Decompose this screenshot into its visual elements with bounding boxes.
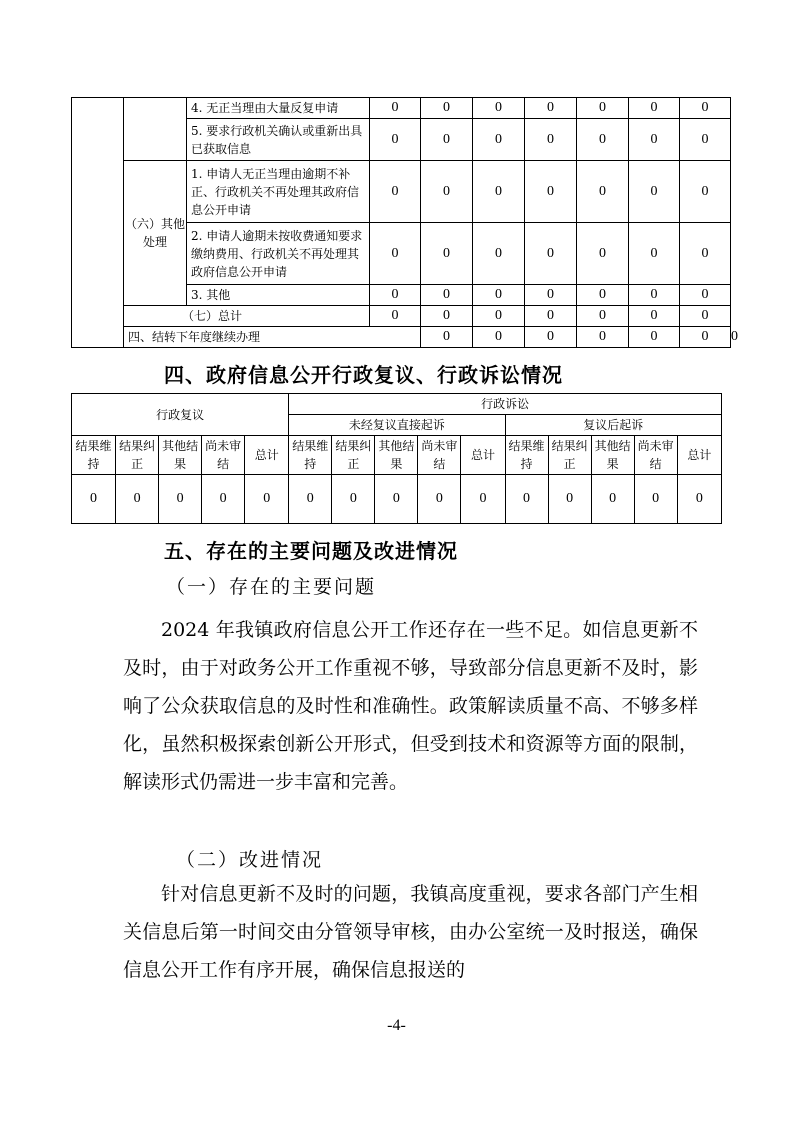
category-six-label: （六）其他处理 xyxy=(124,161,187,306)
value-cell: 0 xyxy=(370,223,421,285)
value-cell: 0 xyxy=(577,306,629,327)
value-cell: 0 xyxy=(680,285,731,306)
value-cell: 0 xyxy=(72,475,116,524)
table-row xyxy=(72,161,731,223)
value-cell: 0 xyxy=(680,223,731,285)
value-cell: 0 xyxy=(461,475,505,524)
value-cell: 0 xyxy=(634,475,677,524)
column-header: 其他结果 xyxy=(159,436,202,475)
value-cell: 0 xyxy=(548,475,591,524)
column-header: 结果维持 xyxy=(289,436,332,475)
table-row xyxy=(72,98,731,119)
column-header: 结果维持 xyxy=(505,436,548,475)
value-cell: 0 xyxy=(370,306,421,327)
value-cell: 0 xyxy=(629,306,680,327)
subheading-improvements: （二）改进情况 xyxy=(176,849,324,871)
value-cell: 0 xyxy=(525,285,577,306)
value-cell: 0 xyxy=(505,475,548,524)
column-header: 尚未审结 xyxy=(634,436,677,475)
value-cell: 0 xyxy=(591,475,634,524)
value-cell: 0 xyxy=(421,119,473,161)
value-cell: 0 xyxy=(375,475,418,524)
value-cell: 0 xyxy=(525,161,577,223)
value-cell: 0 xyxy=(680,119,731,161)
value-cell: 0 xyxy=(370,119,421,161)
value-cell: 0 xyxy=(473,285,525,306)
value-cell: 0 xyxy=(629,161,680,223)
table-row xyxy=(72,475,722,524)
admin-review-header: 行政复议 xyxy=(72,394,289,436)
value-cell: 0 xyxy=(421,161,473,223)
value-cell: 0 xyxy=(629,98,680,119)
value-cell: 0 xyxy=(680,98,731,119)
row-label: 4. 无正当理由大量反复申请 xyxy=(187,98,370,119)
value-cell: 0 xyxy=(421,327,473,348)
column-header: 其他结果 xyxy=(591,436,634,475)
column-header: 结果纠正 xyxy=(332,436,375,475)
value-cell: 0 xyxy=(159,475,202,524)
table-subheader-row xyxy=(72,436,722,475)
improvements-paragraph: 针对信息更新不及时的问题，我镇高度重视，要求各部门产生相关信息后第一时间交由分管领导审核，由办公室统一及时报送，确保信息公开工作有序开展，确保信息报送的 xyxy=(123,883,698,981)
value-cell: 0 xyxy=(525,119,577,161)
disposal-table xyxy=(71,97,738,348)
row-label: 2. 申请人逾期未按收费通知要求缴纳费用、行政机关不再处理其政府信息公开申请 xyxy=(187,223,370,285)
value-cell: 0 xyxy=(473,306,525,327)
column-header: 结果纠正 xyxy=(548,436,591,475)
value-cell: 0 xyxy=(370,285,421,306)
value-cell: 0 xyxy=(577,223,629,285)
value-cell: 0 xyxy=(473,327,525,348)
blank-category-cell xyxy=(124,98,187,161)
value-cell: 0 xyxy=(116,475,159,524)
section-heading-4: 四、政府信息公开行政复议、行政诉讼情况 xyxy=(164,363,563,387)
value-cell: 0 xyxy=(418,475,461,524)
row-label: 四、结转下年度继续办理 xyxy=(124,327,421,348)
value-cell: 0 xyxy=(370,98,421,119)
value-cell: 0 xyxy=(577,98,629,119)
value-cell: 0 xyxy=(332,475,375,524)
value-cell: 0 xyxy=(473,161,525,223)
review-litigation-table xyxy=(71,393,722,524)
column-header: 总计 xyxy=(245,436,289,475)
value-cell: 0 xyxy=(577,119,629,161)
value-cell: 0 xyxy=(245,475,289,524)
row-label: 1. 申请人无正当理由逾期不补正、行政机关不再处理其政府信息公开申请 xyxy=(187,161,370,223)
value-cell: 0 xyxy=(577,327,629,348)
value-cell: 0 xyxy=(473,119,525,161)
table-row: 四、结转下年度继续办理 0 0 0 0 0 0 0 xyxy=(72,327,731,348)
value-cell: 0 xyxy=(421,306,473,327)
value-cell: 0 xyxy=(421,285,473,306)
value-cell: 0 xyxy=(577,285,629,306)
page-number: -4- xyxy=(387,1017,406,1034)
column-header: 结果维持 xyxy=(72,436,116,475)
after-review-suit-header: 复议后起诉 xyxy=(505,415,722,436)
value-cell: 0 xyxy=(525,98,577,119)
value-cell: 0 xyxy=(577,161,629,223)
column-header: 总计 xyxy=(461,436,505,475)
value-cell: 0 xyxy=(525,306,577,327)
table-header-row xyxy=(72,394,722,415)
value-cell: 0 xyxy=(629,119,680,161)
row-label: 5. 要求行政机关确认或重新出具已获取信息 xyxy=(187,119,370,161)
row-label: 3. 其他 xyxy=(187,285,370,306)
column-header: 尚未审结 xyxy=(202,436,245,475)
column-header: 其他结果 xyxy=(375,436,418,475)
direct-suit-header: 未经复议直接起诉 xyxy=(289,415,505,436)
column-header: 尚未审结 xyxy=(418,436,461,475)
value-cell: 0 xyxy=(680,306,731,327)
value-cell: 0 xyxy=(525,223,577,285)
section-heading-5: 五、存在的主要问题及改进情况 xyxy=(164,539,458,563)
value-cell: 0 xyxy=(680,327,731,348)
value-cell: 0 xyxy=(473,223,525,285)
problems-paragraph: 2024 年我镇政府信息公开工作还存在一些不足。如信息更新不及时，由于对政务公开工作重视不够，导致部分信息更新不及时，影响了公众获取信息的及时性和准确性。政策解读质量不高、不够多样化，虽然积极探索创新公开形式，但受到技术和资源等方面的限制，解读形式仍需进一步丰富和完善。 xyxy=(123,619,698,793)
admin-litigation-header: 行政诉讼 xyxy=(289,394,722,415)
value-cell: 0 xyxy=(680,161,731,223)
value-cell: 0 xyxy=(629,327,680,348)
column-header: 总计 xyxy=(677,436,721,475)
value-cell: 0 xyxy=(289,475,332,524)
value-cell: 0 xyxy=(629,285,680,306)
subheading-main-problems: （一）存在的主要问题 xyxy=(166,576,377,598)
column-header: 结果纠正 xyxy=(116,436,159,475)
value-cell: 0 xyxy=(421,98,473,119)
value-cell: 0 xyxy=(421,223,473,285)
value-cell: 0 xyxy=(677,475,721,524)
value-cell: 0 xyxy=(473,98,525,119)
value-cell: 0 xyxy=(202,475,245,524)
left-blank-cell xyxy=(72,98,124,348)
value-cell: 0 xyxy=(370,161,421,223)
value-cell: 0 xyxy=(525,327,577,348)
value-cell: 0 xyxy=(629,223,680,285)
row-label: （七）总计 xyxy=(124,306,370,327)
table-row xyxy=(72,306,731,327)
